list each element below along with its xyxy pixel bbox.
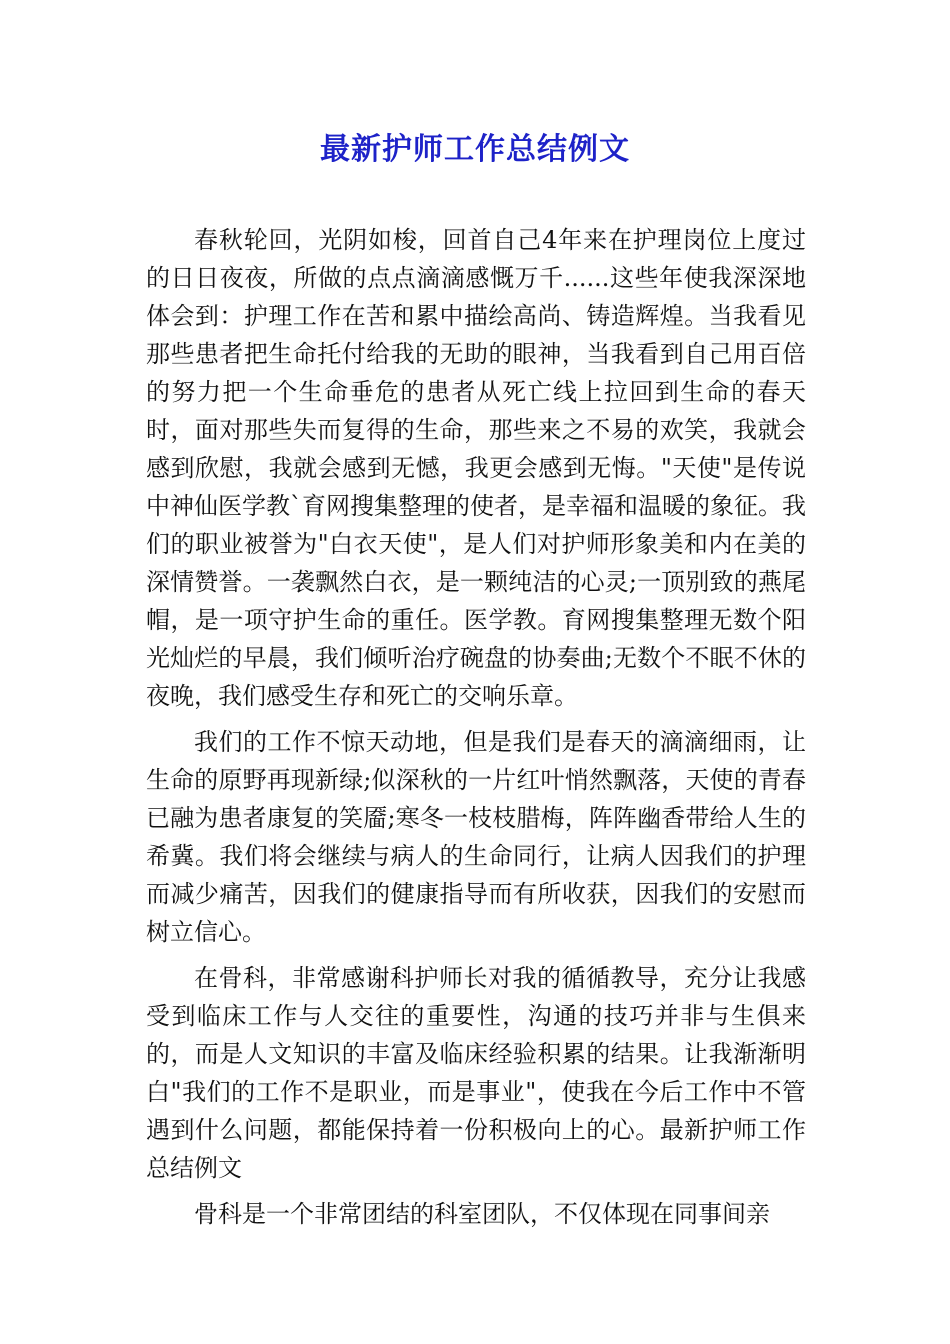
document-body [146, 221, 806, 1241]
paragraph-3: 在骨科，非常感谢科护师长对我的循循教导，充分让我感受到临床工作与人交往的重要性，沟通的技巧并非与生俱来的，而是人文知识的丰富及临床经验积累的结果。让我渐渐明白"我们的工作不是职业，而是事业"，使我在今后工作中不管遇到什么问题，都能保持着一份积极向上的心。最新护师工作总结例文 [146, 964, 806, 1182]
paragraph-4: 骨科是一个非常团结的科室团队，不仅体现在同事间亲 [194, 1200, 770, 1228]
paragraph-1: 春秋轮回，光阴如梭，回首自己4年来在护理岗位上度过的日日夜夜，所做的点点滴滴感慨万千......这些年使我深深地体会到：护理工作在苦和累中描绘高尚、铸造辉煌。当我看见那些患者把生命托付给我的无助的眼神，当我看到自己用百倍的努力把一个生命垂危的患者从死亡线上拉回到生命的春天时，面对那些失而复得的生命，那些来之不易的欢笑，我就会感到欣慰，我就会感到无憾，我更会感到无悔。"天使"是传说中神仙医学教`育网搜集整理的使者，是幸福和温暖的象征。我们的职业被誉为"白衣天使"，是人们对护师形象美和内在美的深情赞誉。一袭飘然白衣，是一颗纯洁的心灵;一顶别致的燕尾帽，是一项守护生命的重任。医学教。育网搜集整理无数个阳光灿烂的早晨，我们倾听治疗碗盘的协奏曲;无数个不眠不休的夜晚，我们感受生存和死亡的交响乐章。 [146, 226, 806, 710]
document-title: 最新护师工作总结例文 [320, 132, 630, 167]
paragraph-2: 我们的工作不惊天动地，但是我们是春天的滴滴细雨，让生命的原野再现新绿;似深秋的一片红叶悄然飘落，天使的青春已融为患者康复的笑靥;寒冬一枝枝腊梅，阵阵幽香带给人生的希冀。我们将会继续与病人的生命同行，让病人因我们的护理而减少痛苦，因我们的健康指导而有所收获，因我们的安慰而树立信心。 [146, 728, 806, 946]
